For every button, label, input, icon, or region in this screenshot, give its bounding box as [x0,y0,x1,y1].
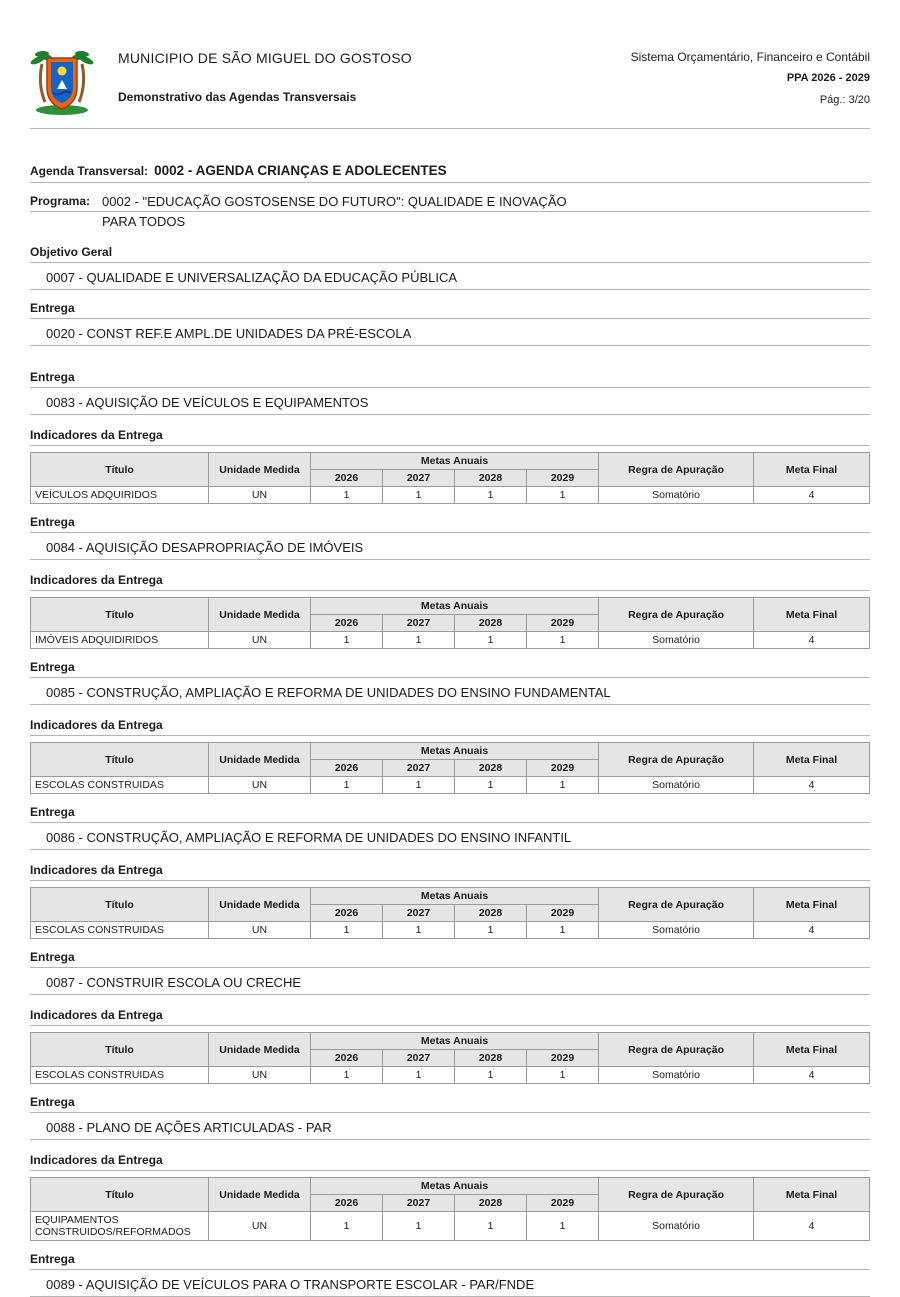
entrega-heading: Entrega [30,1095,75,1109]
indicadores-heading: Indicadores da Entrega [30,573,163,587]
separator-line [30,211,870,212]
cell-meta-2028: 1 [455,632,527,649]
objetivo-geral-heading: Objetivo Geral [30,245,113,259]
indicators-table [30,1032,870,1084]
table-row [31,1212,870,1241]
separator-line [30,262,870,263]
cell-regra: Somatório [599,777,754,794]
col-header-titulo: Título [31,1178,209,1212]
entrega-section [30,370,870,504]
cell-meta-2027: 1 [383,1212,455,1241]
entrega-value: 0085 - CONSTRUÇÃO, AMPLIAÇÃO E REFORMA DE UNIDADES DO ENSINO FUNDAMENTAL [46,685,611,700]
entrega-heading: Entrega [30,515,75,529]
col-header-year: 2027 [383,470,455,487]
col-header-meta-final: Meta Final [754,1033,870,1067]
col-header-year: 2029 [527,1050,599,1067]
agenda-transversal-label: Agenda Transversal: [30,164,149,178]
col-header-unidade: Unidade Medida [209,598,311,632]
cell-unidade: UN [209,487,311,504]
separator-line [30,289,870,290]
cell-meta-2026: 1 [311,1212,383,1241]
cell-meta-2026: 1 [311,777,383,794]
col-header-year: 2028 [455,760,527,777]
cell-meta-2026: 1 [311,632,383,649]
col-header-regra: Regra de Apuração [599,598,754,632]
entrega-value: 0088 - PLANO DE AÇÕES ARTICULADAS - PAR [46,1120,332,1135]
cell-regra: Somatório [599,487,754,504]
indicadores-heading: Indicadores da Entrega [30,718,163,732]
entrega-heading: Entrega [30,805,75,819]
col-header-unidade: Unidade Medida [209,743,311,777]
col-header-year: 2029 [527,1195,599,1212]
entrega-value: 0086 - CONSTRUÇÃO, AMPLIAÇÃO E REFORMA DE UNIDADES DO ENSINO INFANTIL [46,830,572,845]
separator-line [30,822,870,823]
separator-line [30,559,870,560]
header-meta [631,44,870,106]
cell-unidade: UN [209,777,311,794]
ppa-period: PPA 2026 - 2029 [786,72,870,84]
separator-line [30,318,870,319]
header-separator-line [30,128,870,129]
cell-meta-2028: 1 [455,1067,527,1084]
cell-unidade: UN [209,922,311,939]
programa-label: Programa: [30,194,91,208]
header-titles [118,44,412,104]
cell-meta-2028: 1 [455,777,527,794]
col-header-unidade: Unidade Medida [209,888,311,922]
col-header-metas-anuais: Metas Anuais [311,1033,599,1050]
cell-meta-final: 4 [754,922,870,939]
entrega-value: 0084 - AQUISIÇÃO DESAPROPRIAÇÃO DE IMÓVEIS [46,540,364,555]
programa-value: 0002 - "EDUCAÇÃO GOSTOSENSE DO FUTURO": QUALIDADE E INOVAÇÃO PARA TODOS [102,194,567,229]
col-header-regra: Regra de Apuração [599,1033,754,1067]
cell-meta-final: 4 [754,487,870,504]
separator-line [30,677,870,678]
col-header-meta-final: Meta Final [754,888,870,922]
col-header-year: 2026 [311,760,383,777]
separator-line [30,880,870,881]
programa-field [30,192,870,234]
cell-titulo: VEÍCULOS ADQUIRIDOS [31,487,209,504]
system-name: Sistema Orçamentário, Financeiro e Contábil [630,50,870,64]
table-row [31,922,870,939]
cell-titulo: ESCOLAS CONSTRUIDAS [31,1067,209,1084]
indicadores-heading: Indicadores da Entrega [30,1153,163,1167]
separator-line [30,590,870,591]
col-header-titulo: Título [31,888,209,922]
col-header-year: 2026 [311,470,383,487]
cell-titulo: IMÓVEIS ADQUIDIRIDOS [31,632,209,649]
col-header-titulo: Título [31,453,209,487]
entrega-value: 0089 - AQUISIÇÃO DE VEÍCULOS PARA O TRANSPORTE ESCOLAR - PAR/FNDE [46,1277,535,1292]
col-header-unidade: Unidade Medida [209,1178,311,1212]
cell-meta-2026: 1 [311,487,383,504]
col-header-year: 2027 [383,760,455,777]
col-header-metas-anuais: Metas Anuais [311,598,599,615]
cell-meta-2029: 1 [527,1067,599,1084]
col-header-regra: Regra de Apuração [599,743,754,777]
col-header-metas-anuais: Metas Anuais [311,1178,599,1195]
col-header-year: 2029 [527,905,599,922]
table-row [31,777,870,794]
cell-unidade: UN [209,1067,311,1084]
cell-unidade: UN [209,632,311,649]
page-header [30,44,870,116]
col-header-year: 2028 [455,615,527,632]
separator-line [30,1170,870,1171]
col-header-year: 2028 [455,905,527,922]
cell-meta-final: 4 [754,1212,870,1241]
separator-line [30,445,870,446]
entrega-value: 0087 - CONSTRUIR ESCOLA OU CRECHE [46,975,302,990]
col-header-year: 2029 [527,615,599,632]
separator-line [30,1139,870,1140]
entrega-heading: Entrega [30,301,75,315]
table-row [31,487,870,504]
cell-meta-2029: 1 [527,487,599,504]
separator-line [30,1025,870,1026]
separator-line [30,414,870,415]
col-header-year: 2026 [311,615,383,632]
col-header-year: 2029 [527,760,599,777]
municipality-logo [30,44,94,116]
col-header-year: 2027 [383,1050,455,1067]
separator-line [30,849,870,850]
col-header-titulo: Título [31,598,209,632]
col-header-year: 2028 [455,470,527,487]
col-header-regra: Regra de Apuração [599,1178,754,1212]
cell-meta-2027: 1 [383,777,455,794]
cell-meta-2027: 1 [383,632,455,649]
entrega-heading: Entrega [30,660,75,674]
cell-unidade: UN [209,1212,311,1241]
cell-meta-2027: 1 [383,487,455,504]
col-header-regra: Regra de Apuração [599,888,754,922]
cell-regra: Somatório [599,1067,754,1084]
indicators-table [30,742,870,794]
indicators-table [30,1177,870,1241]
entrega-value: 0083 - AQUISIÇÃO DE VEÍCULOS E EQUIPAMENTOS [46,395,369,410]
cell-titulo: EQUIPAMENTOS CONSTRUIDOS/REFORMADOS [31,1212,209,1241]
col-header-year: 2029 [527,470,599,487]
entrega-heading: Entrega [30,950,75,964]
col-header-year: 2027 [383,1195,455,1212]
coat-of-arms-icon [30,44,94,116]
agenda-transversal-field [30,163,870,178]
entrega-section [30,515,870,649]
cell-meta-2029: 1 [527,632,599,649]
col-header-unidade: Unidade Medida [209,453,311,487]
separator-line [30,994,870,995]
separator-line [30,1112,870,1113]
entrega-section [30,805,870,939]
col-header-meta-final: Meta Final [754,743,870,777]
col-header-year: 2026 [311,905,383,922]
cell-meta-2027: 1 [383,1067,455,1084]
cell-meta-2028: 1 [455,922,527,939]
col-header-metas-anuais: Metas Anuais [311,888,599,905]
separator-line [30,345,870,346]
col-header-unidade: Unidade Medida [209,1033,311,1067]
entrega-value: 0020 - CONST REF.E AMPL.DE UNIDADES DA PRÉ-ESCOLA [46,326,412,341]
entrega-section [30,1252,870,1297]
col-header-year: 2027 [383,905,455,922]
col-header-meta-final: Meta Final [754,598,870,632]
col-header-year: 2028 [455,1050,527,1067]
cell-meta-2029: 1 [527,922,599,939]
indicators-table [30,597,870,649]
cell-meta-2028: 1 [455,1212,527,1241]
entrega-heading: Entrega [30,1252,75,1266]
cell-meta-2028: 1 [455,487,527,504]
entrega-section [30,950,870,1084]
separator-line [30,387,870,388]
cell-meta-2029: 1 [527,777,599,794]
col-header-meta-final: Meta Final [754,453,870,487]
report-title: Demonstrativo das Agendas Transversais [118,90,357,104]
cell-meta-2027: 1 [383,922,455,939]
col-header-titulo: Título [31,1033,209,1067]
col-header-metas-anuais: Metas Anuais [311,743,599,760]
col-header-metas-anuais: Metas Anuais [311,453,599,470]
cell-meta-final: 4 [754,777,870,794]
cell-regra: Somatório [599,922,754,939]
col-header-year: 2028 [455,1195,527,1212]
indicadores-heading: Indicadores da Entrega [30,1008,163,1022]
separator-line [30,967,870,968]
col-header-meta-final: Meta Final [754,1178,870,1212]
separator-line [30,1269,870,1270]
page-number: Pág.: 3/20 [819,94,870,106]
indicadores-heading: Indicadores da Entrega [30,863,163,877]
indicators-table [30,887,870,939]
cell-titulo: ESCOLAS CONSTRUIDAS [31,922,209,939]
entrega-heading: Entrega [30,370,75,384]
cell-meta-2026: 1 [311,1067,383,1084]
separator-line [30,735,870,736]
cell-meta-2026: 1 [311,922,383,939]
col-header-titulo: Título [31,743,209,777]
col-header-regra: Regra de Apuração [599,453,754,487]
cell-regra: Somatório [599,632,754,649]
agenda-transversal-value: 0002 - AGENDA CRIANÇAS E ADOLECENTES [154,163,447,178]
cell-meta-final: 4 [754,1067,870,1084]
entrega-section [30,1095,870,1241]
cell-meta-2029: 1 [527,1212,599,1241]
objetivo-geral-value: 0007 - QUALIDADE E UNIVERSALIZAÇÃO DA EDUCAÇÃO PÚBLICA [46,270,458,285]
cell-titulo: ESCOLAS CONSTRUIDAS [31,777,209,794]
municipality-name: MUNICIPIO DE SÃO MIGUEL DO GOSTOSO [118,50,412,66]
col-header-year: 2026 [311,1195,383,1212]
entrega-section [30,301,870,346]
table-row [31,1067,870,1084]
indicadores-heading: Indicadores da Entrega [30,428,163,442]
entrega-section [30,660,870,794]
table-row [31,632,870,649]
indicators-table [30,452,870,504]
col-header-year: 2027 [383,615,455,632]
cell-regra: Somatório [599,1212,754,1241]
separator-line [30,182,870,183]
cell-meta-final: 4 [754,632,870,649]
separator-line [30,532,870,533]
separator-line [30,704,870,705]
col-header-year: 2026 [311,1050,383,1067]
